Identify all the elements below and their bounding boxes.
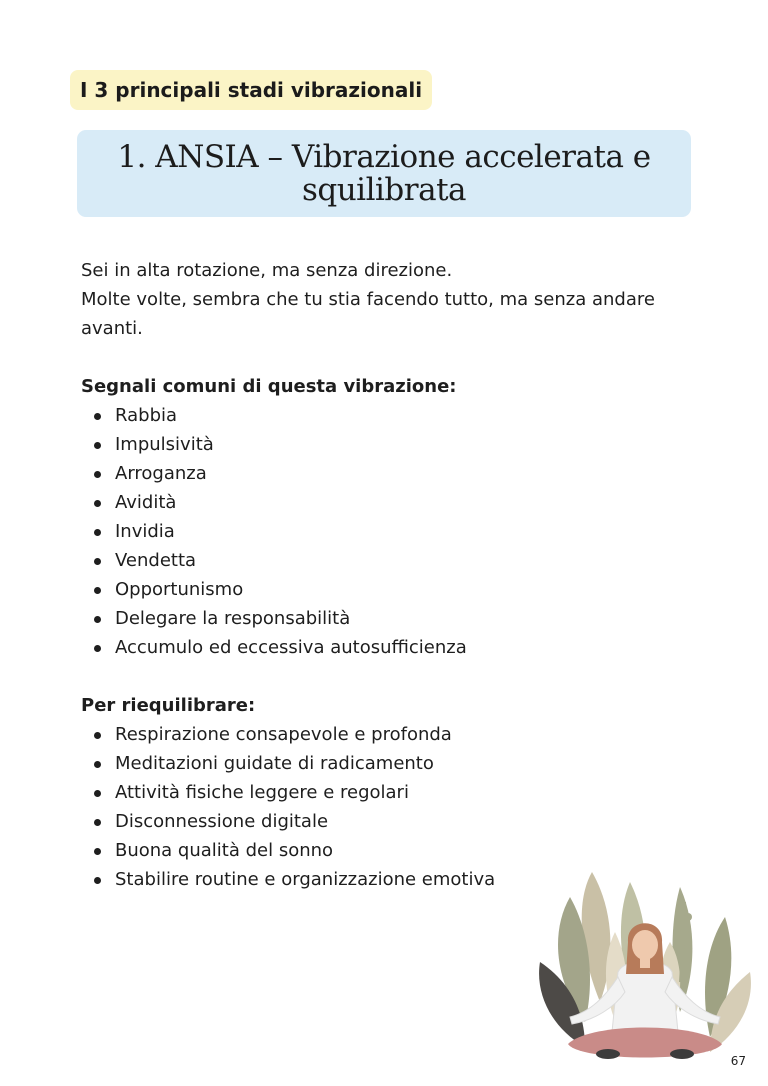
page-number: 67 [730,1054,746,1068]
section-tag-label: I 3 principali stadi vibrazionali [80,78,423,102]
legs [568,1028,722,1058]
intro-line-2: Molte volte, sembra che tu stia facendo tutto, ma senza andare [81,289,655,310]
spacer [81,662,701,691]
foot [670,1049,694,1059]
meditation-illustration [530,862,760,1072]
list-item: Disconnessione digitale [81,807,701,836]
list-item: Impulsività [81,430,701,459]
title-box [77,130,691,217]
list-item: Attività fisiche leggere e regolari [81,778,701,807]
list-item: Arroganza [81,459,701,488]
rebalance-heading: Per riequilibrare: [81,695,256,716]
intro-line-3: avanti. [81,318,143,339]
list-item: Respirazione consapevole e profonda [81,720,701,749]
list-item: Vendetta [81,546,701,575]
page-title [117,138,651,208]
page-title-line-2: squilibrata [301,171,467,208]
list-item: Buona qualità del sonno [81,836,701,865]
sprig-leaf [673,928,681,936]
list-item: Meditazioni guidate di radicamento [81,749,701,778]
intro-line-1: Sei in alta rotazione, ma senza direzione. [81,260,453,281]
sprig-leaf [684,913,692,921]
spacer [81,343,701,372]
signs-list [81,401,701,662]
neck [640,958,650,968]
page-title-line-1: 1. ANSIA – Vibrazione accelerata e [117,138,651,175]
intro-paragraph [81,256,701,343]
list-item: Delegare la responsabilità [81,604,701,633]
list-item: Rabbia [81,401,701,430]
face [632,930,658,960]
signs-heading: Segnali comuni di questa vibrazione: [81,376,457,397]
sprig-leaf [684,943,692,951]
list-item: Avidità [81,488,701,517]
list-item: Stabilire routine e organizzazione emotiva [81,865,701,894]
foot [596,1049,620,1059]
list-item: Opportunismo [81,575,701,604]
main-content [81,256,701,894]
section-tag [70,70,432,110]
list-item: Invidia [81,517,701,546]
list-item: Accumulo ed eccessiva autosufficienza [81,633,701,662]
